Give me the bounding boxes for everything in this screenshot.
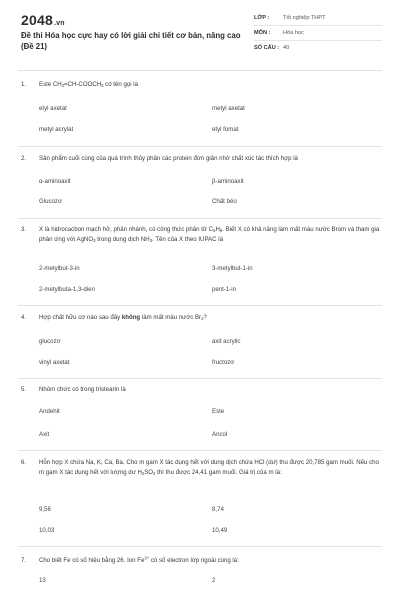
answer-option-d[interactable]: Ancol (212, 431, 228, 438)
answer-option-d[interactable]: etyl fomat (212, 126, 239, 133)
logo-suffix: .vn (53, 20, 65, 27)
subscript: 8 (219, 228, 223, 233)
text-run: trong dung dịch NH (95, 236, 150, 243)
superscript: 3+ (144, 555, 150, 561)
question-text (39, 225, 384, 245)
answer-option-c[interactable]: 10,03 (39, 527, 55, 534)
answer-option-b[interactable]: metyl axetat (212, 105, 245, 112)
question-text (39, 80, 384, 90)
subscript: 4 (153, 471, 156, 476)
text-run: . Tên của X theo IUPAC là (152, 236, 223, 243)
answer-option-d[interactable]: Chất béo (212, 198, 237, 205)
meta-divider (254, 25, 382, 26)
site-logo[interactable] (21, 12, 65, 28)
text-run: Sản phẩm cuối cùng của quá trình thủy phân các protein đơn giản nhờ chất xúc tác thích hợp là (39, 155, 298, 162)
meta-lop-value: Tốt nghiệp THPT (283, 15, 326, 21)
text-run: =CH-COOCH (64, 81, 102, 88)
answer-option-a[interactable]: α-aminoaxit (39, 178, 71, 185)
subscript: 3 (101, 83, 104, 88)
meta-mon-label: MÔN : (254, 30, 271, 36)
meta-lop (254, 15, 326, 22)
divider (18, 305, 382, 306)
answer-option-c[interactable]: vinyl axetat (39, 359, 70, 366)
text-run: SO (144, 469, 154, 476)
text-run: . Biết X có khả năng làm mất màu nước Brom và tham gia phản ứng với AgNO (39, 226, 380, 243)
text-run: Cho biết Fe có số hiệu bằng 26. Ion Fe (39, 557, 145, 564)
answer-option-d[interactable]: pent-1-in (212, 286, 237, 293)
text-run: Hợp chất hữu cơ nào sau đây (39, 314, 122, 321)
subscript: 3 (149, 238, 153, 243)
text-run: X là hidrocacbon mạch hở, phân nhánh, có công thức phân tử C (39, 226, 214, 233)
text-run: Nhóm chức có trong tristearin là (39, 386, 126, 393)
meta-lop-label: LỚP : (254, 15, 270, 21)
question-number: 6. (21, 459, 27, 466)
meta-socau-label: SỐ CÂU : (254, 45, 280, 51)
divider (18, 450, 382, 451)
subscript: 2 (201, 316, 204, 321)
question-text (39, 556, 384, 566)
subscript: 2 (61, 83, 65, 88)
answer-option-d[interactable]: 10,49 (212, 527, 228, 534)
divider (18, 218, 382, 219)
answer-option-a[interactable]: glucozơ (39, 338, 61, 345)
divider (18, 146, 382, 147)
divider (18, 378, 382, 379)
divider (18, 546, 382, 547)
text-run: thì thu được 24,41 gam muối. Giá trị của m là: (155, 469, 282, 476)
answer-option-a[interactable]: Andehit (39, 408, 60, 415)
subscript: 3 (93, 238, 96, 243)
text-run: Este CH (39, 81, 62, 88)
question-text (39, 313, 384, 323)
question-number: 2. (21, 155, 27, 162)
question-text (39, 385, 384, 395)
answer-option-c[interactable]: Glucozơ (39, 198, 62, 205)
answer-option-d[interactable]: fructozơ (212, 359, 235, 366)
answer-option-a[interactable]: etyl axetat (39, 105, 67, 112)
question-text (39, 154, 384, 164)
answer-option-a[interactable]: 9,56 (39, 506, 51, 513)
meta-mon (254, 30, 304, 37)
subscript: 2 (141, 471, 145, 476)
question-number: 4. (21, 314, 27, 321)
answer-option-b[interactable]: 2 (212, 577, 216, 584)
meta-mon-value: Hóa học (283, 30, 304, 36)
text-run: có tên gọi là (103, 81, 139, 88)
answer-option-b[interactable]: axit acrylic (212, 338, 241, 345)
question-number: 7. (21, 557, 27, 564)
answer-option-a[interactable]: 2-metylbut-3-in (39, 265, 80, 272)
answer-option-b[interactable]: Este (212, 408, 225, 415)
question-text (39, 458, 384, 478)
text-run: ? (203, 314, 207, 321)
divider (18, 70, 382, 71)
answer-option-c[interactable]: 2-metylbuta-1,3-dien (39, 286, 95, 293)
subscript: 5 (213, 228, 216, 233)
answer-option-c[interactable]: metyl acrylat (39, 126, 74, 133)
meta-divider (254, 40, 382, 41)
meta-socau (254, 45, 289, 52)
answer-option-a[interactable]: 13 (39, 577, 46, 584)
page-header (0, 0, 400, 70)
answer-option-b[interactable]: β-aminoaxit (212, 178, 244, 185)
answer-option-b[interactable]: 8,74 (212, 506, 224, 513)
exam-title: Đề thi Hóa học cực hay có lời giải chi tiết cơ bản, nâng cao (Đề 21) (21, 31, 241, 51)
text-run: làm mất màu nước Br (140, 314, 202, 321)
text-run: có số electron lớp ngoài cùng là: (149, 557, 239, 564)
answer-option-c[interactable]: Axit (39, 431, 50, 438)
question-number: 1. (21, 81, 27, 88)
answer-option-b[interactable]: 3-metylbut-1-in (212, 265, 253, 272)
question-number: 3. (21, 226, 27, 233)
text-run: H (215, 226, 220, 233)
emphasis-text: không (121, 314, 141, 321)
meta-socau-value: 40 (283, 45, 290, 51)
logo-main: 2048 (21, 12, 53, 28)
text-run: Hỗn hợp X chứa Na, K, Ca, Ba. Cho m gam X tác dụng hết với dung dịch chứa HCl (dư) thu được 20,785 gam muối. Nếu cho m gam X tác dụng hết với lượng dư H (39, 459, 379, 476)
question-number: 5. (21, 386, 27, 393)
